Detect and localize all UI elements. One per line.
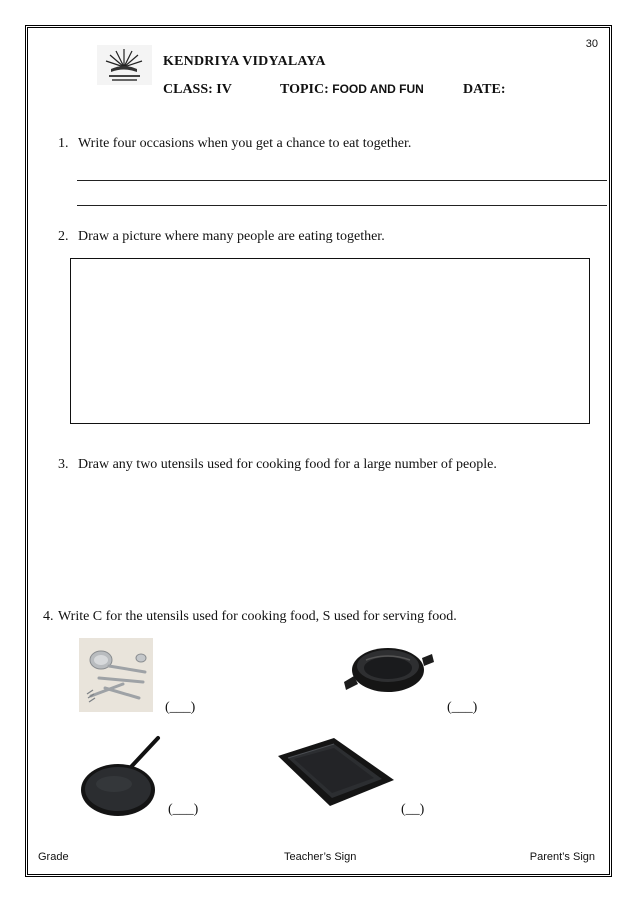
answer-blank-kadai[interactable]: (___): [447, 700, 478, 715]
kv-logo-icon: [97, 45, 152, 85]
class-label: CLASS: IV: [163, 82, 232, 97]
question-text: Draw a picture where many people are eating together.: [78, 229, 385, 244]
kv-logo: [97, 45, 152, 85]
cutlery-icon: [79, 638, 153, 712]
question-text: Write C for the utensils used for cooking food, S used for serving food.: [58, 609, 457, 624]
question-1: [58, 136, 411, 152]
answer-line-1[interactable]: [77, 180, 607, 181]
date-label: DATE:: [463, 82, 506, 97]
question-3: [58, 457, 497, 473]
answer-line-2[interactable]: [77, 205, 607, 206]
footer-teacher-sign: Teacher’s Sign: [284, 851, 357, 863]
question-text: Write four occasions when you get a chance to eat together.: [78, 136, 412, 151]
question-2: [58, 229, 385, 245]
answer-blank-cutlery[interactable]: (___): [165, 700, 196, 715]
baking-tray-icon: [276, 736, 396, 808]
question-number: 1.: [58, 136, 69, 151]
tawa-icon: [80, 734, 162, 818]
topic-label: TOPIC:: [280, 82, 329, 97]
footer-grade: Grade: [38, 851, 69, 863]
question-text: Draw any two utensils used for cooking food for a large number of people.: [78, 457, 497, 472]
page-number: 30: [585, 38, 598, 50]
school-name: KENDRIYA VIDYALAYA: [163, 54, 326, 69]
question-number: 2.: [58, 229, 69, 244]
answer-blank-tray[interactable]: (__): [401, 802, 425, 817]
kadai-image: [338, 640, 438, 700]
topic-heading: [280, 82, 424, 98]
cutlery-image: [79, 638, 153, 712]
question-number: 4.: [43, 609, 54, 624]
topic-value: FOOD AND FUN: [332, 82, 424, 96]
footer-parent-sign: Parent’s Sign: [529, 851, 595, 863]
tawa-image: [80, 734, 162, 818]
answer-blank-tawa[interactable]: (___): [168, 802, 199, 817]
baking-tray-image: [276, 736, 396, 808]
kadai-icon: [338, 640, 438, 700]
question-4: [43, 609, 457, 625]
drawing-box[interactable]: [70, 258, 590, 424]
question-number: 3.: [58, 457, 69, 472]
